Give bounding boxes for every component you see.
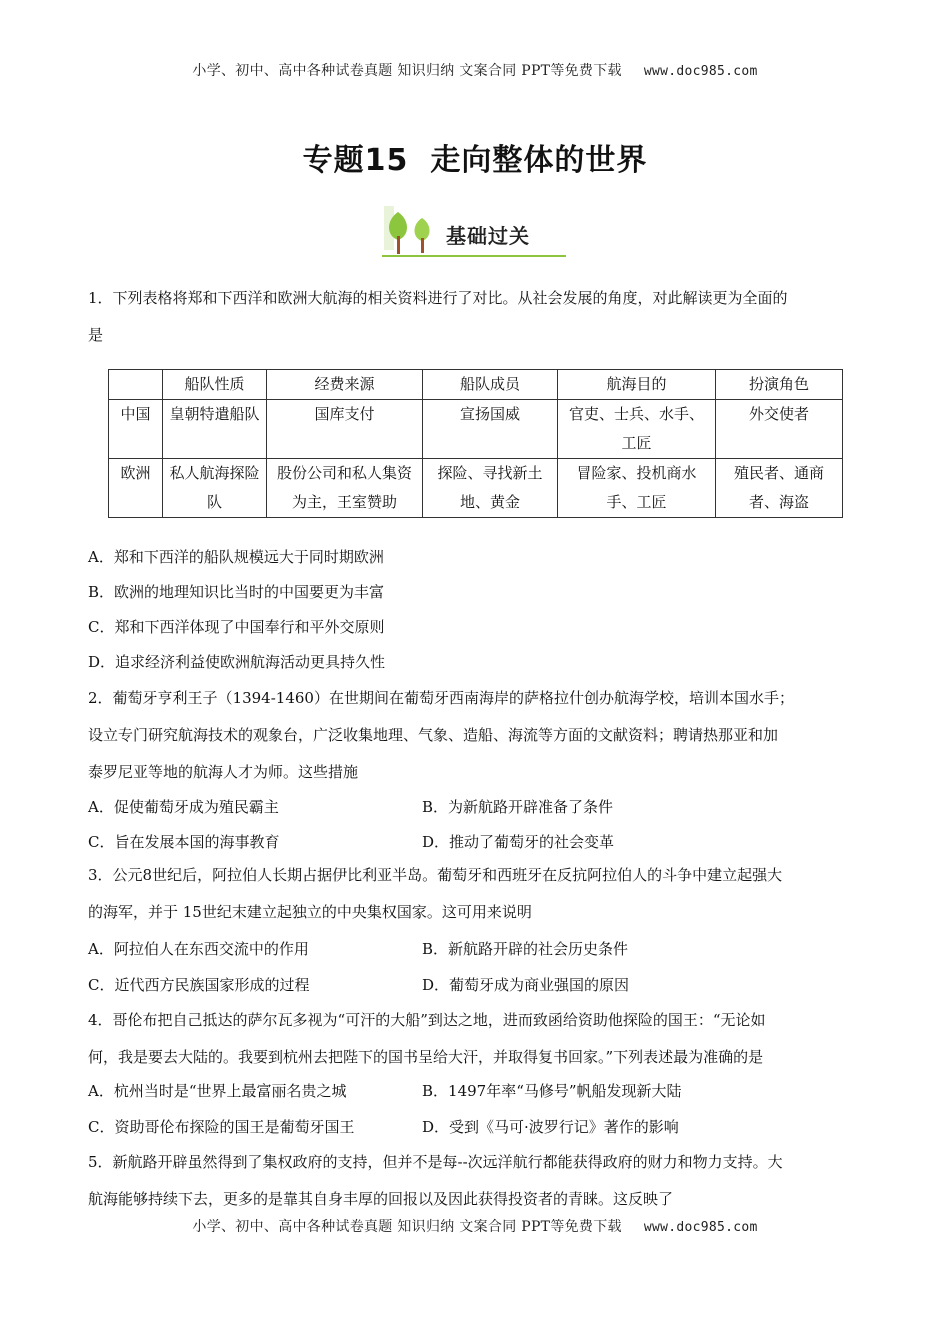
option-a: A．促使葡萄牙成为殖民霸主 bbox=[88, 798, 279, 816]
stem-line: 2．葡萄牙亨利王子（1394-1460）在世期间在葡萄牙西南海岸的萨格拉什创办航海学校，培训本国水手； bbox=[88, 689, 794, 707]
table-cell: 中国 bbox=[109, 400, 163, 459]
footer-url[interactable]: www.doc985.com bbox=[643, 1220, 758, 1235]
table-cell: 船队成员 bbox=[423, 370, 558, 400]
question-5-stem bbox=[88, 1144, 868, 1218]
option-b: B．欧洲的地理知识比当时的中国要更为丰富 bbox=[88, 583, 385, 601]
stem-line: 泰罗尼亚等地的航海人才为师。这些措施 bbox=[88, 763, 359, 781]
footer-text: 小学、初中、高中各种试卷真题 知识归纳 文案合同 PPT等免费下载 bbox=[192, 1219, 622, 1235]
table-cell bbox=[109, 370, 163, 400]
question-4-stem bbox=[88, 1002, 868, 1076]
table-cell: 外交使者 bbox=[716, 400, 843, 459]
table-row bbox=[109, 459, 843, 518]
option-a: A．杭州当时是“世界上最富丽名贵之城 bbox=[88, 1082, 347, 1100]
table-cell: 宣扬国威 bbox=[423, 400, 558, 459]
stem-line: 何，我是要去大陆的。我要到杭州去把陛下的国书呈给大汗，并取得复书回家。”下列表述最为准确的是 bbox=[88, 1048, 764, 1066]
table-cell: 冒险家、投机商水手、工匠 bbox=[558, 459, 716, 518]
table-cell: 船队性质 bbox=[163, 370, 267, 400]
option-c: C．旨在发展本国的海事教育 bbox=[88, 833, 280, 851]
header-url[interactable]: www.doc985.com bbox=[643, 64, 758, 79]
option-b: B．新航路开辟的社会历史条件 bbox=[422, 940, 629, 958]
option-d: D．推动了葡萄牙的社会变革 bbox=[422, 833, 615, 851]
option-d: D．追求经济利益使欧洲航海活动更具持久性 bbox=[88, 653, 386, 671]
table-cell: 经费来源 bbox=[267, 370, 423, 400]
option-b: B．1497年率“马修号”帆船发现新大陆 bbox=[422, 1082, 682, 1100]
stem-line: 3．公元8世纪后，阿拉伯人长期占据伊比利亚半岛。葡萄牙和西班牙在反抗阿拉伯人的斗争中建立起强大 bbox=[88, 866, 783, 884]
table-cell: 探险、寻找新土地、黄金 bbox=[423, 459, 558, 518]
option-c: C．郑和下西洋体现了中国奉行和平外交原则 bbox=[88, 618, 385, 636]
title-main: 走向整体的世界 bbox=[430, 143, 648, 178]
stem-line: 航海能够持续下去，更多的是靠其自身丰厚的回报以及因此获得投资者的青睐。这反映了 bbox=[88, 1190, 674, 1208]
comparison-table bbox=[108, 369, 843, 518]
option-d: D．受到《马可·波罗行记》著作的影响 bbox=[422, 1118, 679, 1136]
option-b: B．为新航路开辟准备了条件 bbox=[422, 798, 614, 816]
table-row bbox=[109, 400, 843, 459]
table-cell: 官吏、士兵、水手、工匠 bbox=[558, 400, 716, 459]
option-a: A．阿拉伯人在东西交流中的作用 bbox=[88, 940, 309, 958]
title-prefix: 专题15 bbox=[302, 143, 409, 178]
stem-line: 的海军，并于 15世纪末建立起独立的中央集权国家。这可用来说明 bbox=[88, 903, 532, 921]
stem-line: 是 bbox=[88, 326, 104, 344]
question-1-stem bbox=[88, 280, 868, 354]
page-header bbox=[0, 60, 950, 80]
table-cell: 国库支付 bbox=[267, 400, 423, 459]
option-d: D．葡萄牙成为商业强国的原因 bbox=[422, 976, 630, 994]
stem-line: 设立专门研究航海技术的观象台，广泛收集地理、气象、造船、海流等方面的文献资料；聘请热那亚和加 bbox=[88, 726, 779, 744]
option-c: C．近代西方民族国家形成的过程 bbox=[88, 976, 310, 994]
stem-line: 1．下列表格将郑和下西洋和欧洲大航海的相关资料进行了对比。从社会发展的角度，对此解读更为全面的 bbox=[88, 289, 788, 307]
section-badge bbox=[378, 206, 570, 260]
stem-line: 4．哥伦布把自己抵达的萨尔瓦多视为“可汗的大船”到达之地，进而致函给资助他探险的国王：“无论如 bbox=[88, 1011, 766, 1029]
question-2-stem bbox=[88, 680, 868, 791]
badge-label: 基础过关 bbox=[446, 224, 530, 248]
table-cell: 皇朝特遣船队 bbox=[163, 400, 267, 459]
header-text: 小学、初中、高中各种试卷真题 知识归纳 文案合同 PPT等免费下载 bbox=[192, 63, 622, 79]
table-header-row bbox=[109, 370, 843, 400]
option-a: A．郑和下西洋的船队规模远大于同时期欧洲 bbox=[88, 548, 384, 566]
option-c: C．资助哥伦布探险的国王是葡萄牙国王 bbox=[88, 1118, 355, 1136]
table-cell: 欧洲 bbox=[109, 459, 163, 518]
question-3-stem bbox=[88, 857, 868, 931]
table-cell: 股份公司和私人集资为主，王室赞助 bbox=[267, 459, 423, 518]
table-cell: 私人航海探险队 bbox=[163, 459, 267, 518]
table-cell: 殖民者、通商者、海盗 bbox=[716, 459, 843, 518]
stem-line: 5．新航路开辟虽然得到了集权政府的支持，但并不是每--次远洋航行都能获得政府的财力和物力支持。大 bbox=[88, 1153, 783, 1171]
table-cell: 航海目的 bbox=[558, 370, 716, 400]
page-title bbox=[0, 135, 950, 179]
page-footer bbox=[0, 1216, 950, 1236]
table-cell: 扮演角色 bbox=[716, 370, 843, 400]
